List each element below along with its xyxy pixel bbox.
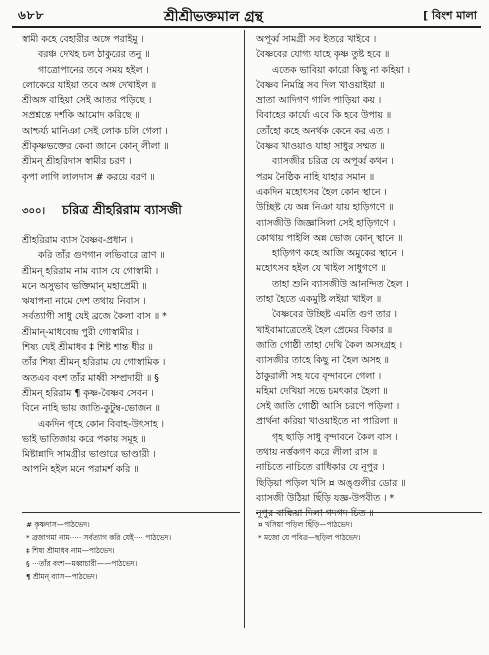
- footnote-rule: [22, 512, 240, 513]
- verse-line: শ্রীমন্ হরিরাম ¶ কৃষ্ণ-বৈষ্ণব সেবন ।: [22, 387, 154, 399]
- column-divider: [244, 30, 245, 628]
- footnote-rule: [256, 512, 482, 513]
- verse-line: তাঁর শিষ্য শ্রীমন্ হরিরাম যে গোস্বামিক ।: [22, 357, 166, 369]
- footnote: ¤ খসিয়া পড়িল ছিঁড়ি—পাঠভেদ।: [258, 520, 353, 529]
- verse-line: তাহা শুনি ব্যাসজীউ আনন্দিত হৈল ।: [272, 278, 409, 290]
- verse-line: পরম নৈষ্ঠিক নাহি যাহার সমান ॥: [256, 171, 375, 183]
- verse-line: শ্রীমন্ শ্রীহরিদাস স্বামীর চরণ ।: [22, 156, 132, 168]
- verse-line: ছিড়িয়া পড়িল খসি ¤ অঙ্গুলীর ডোর ॥: [256, 477, 406, 489]
- verse-line: তোঁহো কহে অনর্থক কেনে কর এত ।: [256, 125, 390, 137]
- verse-line: শিষ্য যেই শ্রীমাধব ‡ শিষ্ট শান্ত ধীর ॥: [22, 342, 153, 354]
- footnote: # কৃষ্ণদাস—পাঠভেদ।: [26, 520, 90, 529]
- verse-line: বৈষ্ণব নিমন্ত্রি সব দিল খাওয়াইয়া ॥: [256, 79, 385, 91]
- verse-line: গাত্রোপানের তবে সময় হইল ।: [38, 64, 149, 76]
- footnote: * ব্রজাগমা নাম····· সর্বত্যাগ করি যেই···· পাঠভেদ।: [26, 533, 172, 542]
- page-number: ৬৮৮: [18, 8, 45, 22]
- verse-line: গৃহ ছাড়ি সাধু বৃন্দাবনে কৈল বাস ।: [272, 431, 398, 443]
- verse-line: ঋষাপনা নামে দেশ তথায় নিবাস ।: [22, 296, 146, 308]
- verse-line: হাড়িগণ কহে আজি অমুকের স্থানে ।: [272, 248, 404, 260]
- verse-line: ব্যাসজীর তাহে কিছু না হৈল অসহ ॥: [256, 355, 389, 367]
- footnote: § ···তাঁর বংশ—মধ্বাচারী——পাঠভেদ।: [26, 559, 138, 568]
- footnotes-right: [258, 518, 360, 544]
- verse-line: শ্রীকৃষ্ণভক্তের কেবা জানে কোন্ লীলা ॥: [22, 141, 169, 153]
- verse-line: নাচিতে নাচিতে রাধিকার যে নূপুর ।: [256, 462, 385, 474]
- footnotes-left: [26, 518, 171, 583]
- verse-line: করি তাঁর গুণগান লভিবারে ত্রাণ ॥: [38, 250, 165, 262]
- verse-line: একদিন মহোৎসব হৈল কোন স্থানে ।: [256, 186, 387, 198]
- verse-line: নূপুর বান্ধিয়া দিলা গদগদ চিত ॥: [256, 508, 374, 520]
- verse-line: ভ্রাতা আদিগণ গালি পাড়িয়া কয় ।: [256, 95, 382, 107]
- verse-line: ব্যাসজীর চরিত্র যে অপূর্ব্ব কথন ।: [272, 156, 394, 168]
- verse-line: অপূর্ব্ব সামগ্রী সব ইতরে খাইবে ।: [256, 34, 377, 45]
- verse-line: আশ্চর্য্য মানিঞা সেই লোক চলি গেলা ।: [22, 125, 168, 137]
- page-header: [14, 5, 477, 27]
- verse-line: খাইবামাত্রেতেই হৈল প্রেমের বিকার ॥: [256, 324, 393, 336]
- book-title: শ্রীশ্রীভক্তমাল গ্রন্থ: [164, 9, 264, 25]
- header-rule: [12, 26, 481, 28]
- verse-line: জাতি গোষ্ঠী তাহা দেখি কৈল অসংগ্রহ ।: [256, 339, 403, 351]
- verse-line: তথায় নর্ত্তকগণ করে লীলা রাস ॥: [256, 447, 378, 459]
- verse-line: বৈষ্ণবের যোগ্য যাহে কৃষ্ণ তুষ্ট হবে ॥: [256, 49, 390, 61]
- verse-line: শ্রীমন্ হরিরাম নাম ব্যাস যে গোস্বামী ।: [22, 265, 159, 277]
- verse-line: এতেক ভাবিয়া কারো কিছু না কহিয়া ।: [272, 64, 411, 76]
- section-gap: [22, 185, 240, 197]
- verse-line: বৈষ্ণবের উচ্ছিষ্ট এমতি গুণ তার ।: [272, 309, 397, 321]
- verse-line: একদিন গৃহে কোন বিবাহ-উৎসাহ ।: [38, 418, 164, 430]
- verse-line: সেই জাতি গোষ্ঠী আসি চরণে পড়িলা ।: [256, 401, 400, 413]
- section-gap: [22, 221, 240, 233]
- verse-line: সপ্রশ্নন্তে দর্শকি আমোদ করিছে ॥: [22, 110, 140, 122]
- verse-line: তাহা হৈতে একমুষ্টি লইয়া খাইল ॥: [256, 294, 382, 306]
- footnote: ‡ শিষ্য শ্রীমাধব নাম—পাঠভেদ।: [26, 546, 115, 555]
- verse-line: উচ্ছিষ্ট যে অন্ন নিঞা যায় হাড়িগণে ॥: [256, 202, 394, 214]
- verse-line: কোথায় পাইলি অন্ন ভোজ কোন্ স্থানে ॥: [256, 232, 403, 244]
- verse-line: মহিমা দেখিয়া সভে চমৎকার হৈলা ॥: [256, 385, 388, 397]
- verse-line: শ্রীহরিরাম ব্যাস বৈষ্ণব-প্রধান ।: [22, 234, 134, 246]
- verse-line: লোকেরে যাইয়া তবে অঙ্গ দেখাইল ॥: [22, 79, 157, 91]
- verse-line: স্বামী কহে বেহারীর অঙ্গে পরাইমু ।: [22, 34, 144, 45]
- footnote: * মজো যে পবিত্র—ছড়িল পাঠভেদ।: [258, 533, 361, 542]
- verse-line: বরঞ্চ দেখহ চল ঠাকুরের তনু ॥: [38, 49, 150, 61]
- right-column: [256, 32, 482, 522]
- verse-line: শ্রীঅঙ্গ বাহিয়া সেই আতর পড়িছে ।: [22, 95, 152, 107]
- verse-line: ঠাকুরালী সহ যবে বৃন্দাবনে গেলা ।: [256, 370, 382, 382]
- section-title: চরিত্র শ্রীহরিরাম ব্যাসজী: [62, 201, 182, 217]
- verse-line: প্রার্থনা করিয়া খাওয়াইতে না পারিলা ॥: [256, 416, 398, 428]
- section-number: ৩০০।: [22, 205, 46, 217]
- verse-line: সর্বত্যাগী সাধু যেই ব্রজে কৈলা বাস ॥ *: [22, 311, 167, 323]
- verse-line: ব্যাসজীউ জিজ্ঞাসিলা সেই হাড়িগণে ।: [256, 217, 396, 229]
- verse-line: মিষ্টান্নাদি সামগ্রীর ভাণ্ডারে ভাণ্ডারী ।: [22, 449, 156, 461]
- verse-line: বৈষ্ণব খাওয়াও যাহা সাধুর সম্মত ॥: [256, 141, 385, 153]
- verse-line: ভাই ভাতিজায় করে পকায় সমূহ ॥: [22, 433, 146, 445]
- verse-line: কৃপা লাগি লালদাস # করয়ে বরণ ॥: [22, 171, 155, 183]
- verse-line: আপনি হইল মনে পরামর্শ করি ॥: [22, 464, 139, 476]
- verse-line: অতএব বংশ তাঁর মাধ্বী সম্প্রদায়ী ॥ §: [22, 372, 159, 384]
- verse-line: শ্রীমান্-মাধবেন্দ্র পুরী গোস্বামীর ।: [22, 326, 140, 338]
- series-label: [ বিংশ মালা: [423, 9, 477, 22]
- section-heading: [22, 197, 240, 221]
- verse-line: মহোৎসব হইল যে খাইল সাধুগণে ॥: [256, 263, 386, 275]
- verse-line: মনে অসুভাব ভক্তিমান্ মহাপ্রেমী ॥: [22, 280, 147, 292]
- verse-line: বিনে নাহি ভায় জাতি-কুটুম্ব-ভোজন ॥: [22, 403, 160, 415]
- left-column: [22, 32, 240, 478]
- footnote: ¶ শ্রীমন্ ব্যাস—পাঠভেদ।: [26, 572, 98, 581]
- verse-line: বিবাহের কার্য্যে এবে কি হবে উপায় ॥: [256, 110, 392, 122]
- verse-line: ব্যাসজী উঠিয়া ছিঁড়ি যজ্ঞ-উপবীত । *: [256, 492, 395, 504]
